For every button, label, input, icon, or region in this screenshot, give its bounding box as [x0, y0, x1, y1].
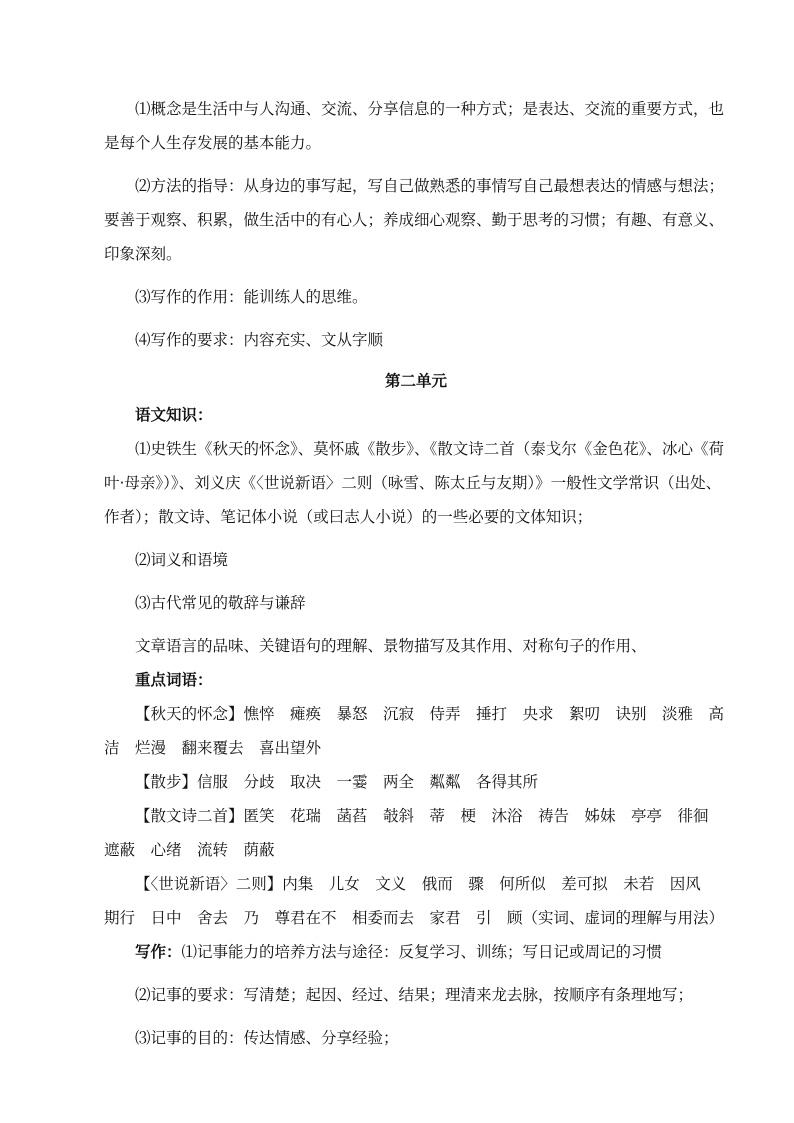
paragraph-honorifics: ⑶古代常见的敬辞与谦辞 [135, 594, 306, 612]
vocab-entry-words: 内集 儿女 文义 俄而 骤 何所似 差可拟 未若 因风 期行 日中 舍去 乃 尊君在不 相委而去 家君 引 顾（实词、虚词的理解与用法） [104, 875, 725, 927]
vocab-entry-shishuo [104, 867, 728, 935]
knowledge-heading [104, 398, 728, 432]
paragraph-concept: ⑴概念是生活中与人沟通、交流、分享信息的一种方式；是表达、交流的重要方式，也是每个人生存发展的基本能力。 [104, 100, 725, 152]
vocab-label: 重点词语： [135, 671, 213, 689]
document-page [104, 92, 728, 1055]
paragraph-narrative-requirement: ⑵记事的要求：写清楚；起因、经过、结果；理清来龙去脉，按顺序有条理地写； [135, 986, 694, 1004]
vocab-entry-autumn [104, 697, 728, 765]
unit-title: 第二单元 [384, 372, 447, 390]
vocab-entry-prose-poems [104, 799, 728, 867]
vocab-entry-words: 匿笑 花瑞 菡萏 攲斜 蒂 梗 沐浴 祷告 姊妹 亭亭 徘徊 遮蔽 心绪 流转 荫蔽 [104, 807, 725, 859]
paragraph-writing-requirement: ⑷写作的要求：内容充实、文从字顺 [135, 331, 384, 349]
vocab-entry-words: 信服 分歧 取决 一霎 两全 粼粼 各得其所 [197, 773, 539, 791]
paragraph-literature: ⑴史铁生《秋天的怀念》、莫怀戚《散步》、《散文诗二首（泰戈尔《金色花》、冰心《荷叶·母亲》）》、刘义庆《〈世说新语〉二则（咏雪、陈太丘与友期）》一般性文学常识（出处、作者）；散文诗、笔记体小说（或曰志人小说）的一些必要的文体知识； [104, 440, 725, 526]
paragraph-method: ⑵方法的指导：从身边的事写起，写自己做熟悉的事情写自己最想表达的情感与想法；要善于观察、积累，做生活中的有心人；养成细心观察、勤于思考的习惯；有趣、有意义、印象深刻。 [104, 177, 725, 263]
paragraph-writing-effect: ⑶写作的作用：能训练人的思维。 [135, 288, 368, 306]
vocab-entry-title: 【〈世说新语〉二则】 [135, 875, 283, 893]
writing-label: 写作： [135, 943, 182, 961]
writing-ability-text: ⑴记事能力的培养方法与途径：反复学习、训练；写日记或周记的习惯 [181, 943, 663, 961]
vocab-entry-words: 憔悴 瘫痪 暴怒 沉寂 侍弄 捶打 央求 絮叨 诀别 淡雅 高洁 烂漫 翻来覆去 喜出望外 [104, 705, 725, 757]
vocab-entry-title: 【散文诗二首】 [135, 807, 244, 825]
knowledge-label: 语文知识： [135, 406, 213, 424]
paragraph-language-taste: 文章语言的品味、关键语句的理解、景物描写及其作用、对称句子的作用、 [135, 637, 647, 655]
vocab-entry-title: 【散步】 [135, 773, 198, 791]
vocab-entry-walk [104, 765, 728, 799]
paragraph-word-context: ⑵词义和语境 [135, 551, 229, 569]
paragraph-writing-ability [104, 935, 728, 969]
paragraph-narrative-purpose: ⑶记事的目的：传达情感、分享经验； [135, 1029, 399, 1047]
vocab-entry-title: 【秋天的怀念】 [135, 705, 244, 723]
vocab-heading [104, 663, 728, 697]
